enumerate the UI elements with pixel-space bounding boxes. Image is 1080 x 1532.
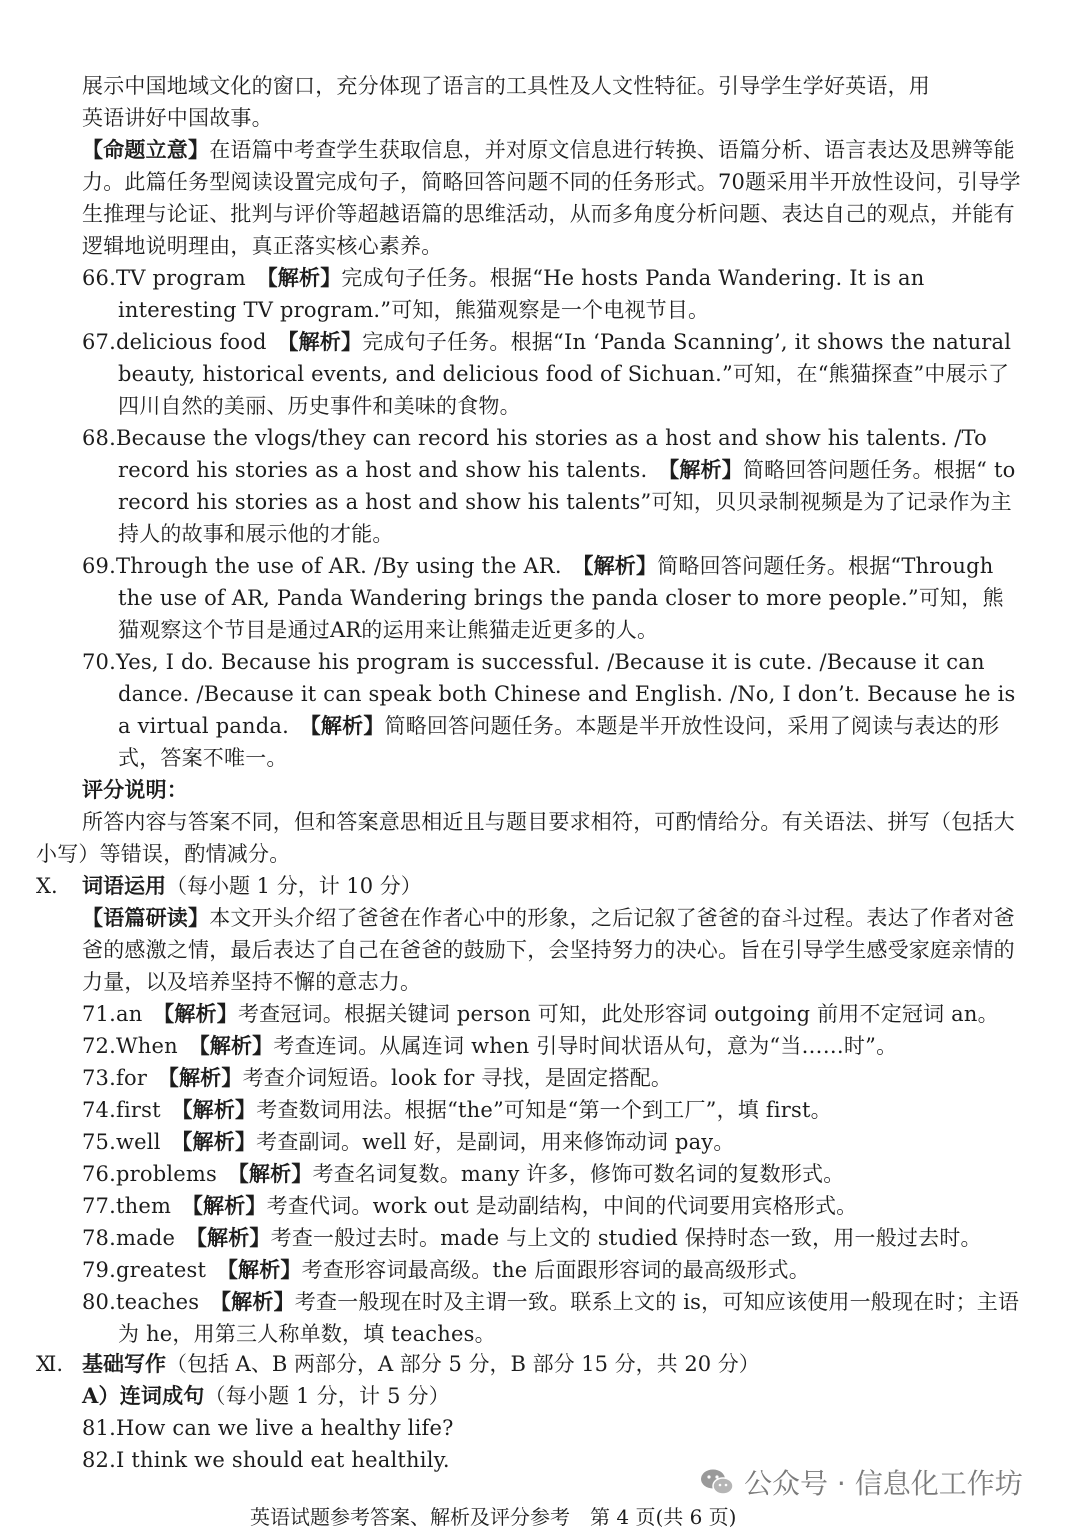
- answer-item: 73.for 【解析】考查介词短语。look for 寻找，是固定搭配。: [82, 1065, 673, 1090]
- section-11-roman: Ⅺ.: [36, 1352, 64, 1376]
- analysis-tag: 【解析】: [582, 553, 658, 578]
- answer-item: 76.problems 【解析】考查名词复数。many 许多，修饰可数名词的复数形式。: [82, 1161, 845, 1186]
- scoring-title: 评分说明：: [82, 777, 188, 802]
- answer-item: 80.teaches 【解析】考查一般现在时及主谓一致。联系上文的 is，可知应该使用一般现在时；主语为 he，用第三人称单数，填 teaches。: [82, 1289, 1020, 1346]
- item-number: 70.: [82, 650, 116, 674]
- scoring-text-block: [36, 806, 1022, 870]
- answers-71-80: [82, 998, 1022, 1350]
- item-answer: Through the use of AR. /By using the AR.: [116, 554, 562, 578]
- yanpian-tag: 【语篇研读】: [82, 905, 210, 930]
- answer-item: [82, 422, 1022, 550]
- scoring-note: [82, 774, 1022, 806]
- analysis-text: 完成句子任务。根据“In ‘Panda Scanning’, it shows the natural beauty, historical events, and delicious food of Sichuan.”可知，在“熊猫探查”中展示了四川自然的美丽、历史事件和美味的食物。: [118, 330, 1012, 418]
- analysis-tag: 【解析】: [267, 265, 342, 290]
- answer-item: [82, 326, 1022, 422]
- section-11-note: （包括 A、B 两部分，A 部分 5 分，B 部分 15 分，共 20 分）: [166, 1352, 760, 1376]
- item-answer: delicious food: [116, 330, 267, 354]
- analysis-tag: 【解析】: [310, 713, 385, 738]
- analysis-tag: 【解析】: [668, 457, 743, 482]
- analysis-text: 简略回答问题任务。本题是半开放性设问，采用了阅读与表达的形式，答案不唯一。: [118, 714, 1000, 770]
- analysis-text: 完成句子任务。根据“He hosts Panda Wandering. It is an interesting TV program.”可知，熊猫观察是一个电视节目。: [118, 266, 925, 322]
- answer-item: 71.an 【解析】考查冠词。根据关键词 person 可知，此处形容词 outgoing 前用不定冠词 an。: [82, 1001, 999, 1026]
- part-a-note: （每小题 1 分，计 5 分）: [204, 1384, 450, 1408]
- intro-line-1: 展示中国地域文化的窗口，充分体现了语言的工具性及人文性特征。引导学生学好英语，用: [82, 74, 930, 98]
- section-10-title: 词语运用: [82, 873, 166, 898]
- section-10-heading: [36, 870, 422, 902]
- answer-item: [82, 646, 1022, 774]
- answer-item: 79.greatest 【解析】考查形容词最高级。the 后面跟形容词的最高级形式。: [82, 1257, 810, 1282]
- analysis-tag: 【解析】: [287, 329, 363, 354]
- analysis-text: 简略回答问题任务。根据“Through the use of AR, Panda Wandering brings the panda closer to more people.”可知，熊猫观察这个节目是通过AR的运用来让熊猫走近更多的人。: [118, 554, 1004, 642]
- analysis-text: 简略回答问题任务。根据“ to record his stories as a host and show his talents”可知，贝贝录制视频是为了记录作为主持人的故事和展示他的才能。: [118, 458, 1016, 546]
- page-footer: 英语试题参考答案、解析及评分参考 第 4 页(共 6 页): [250, 1505, 737, 1529]
- section-10-roman: Ⅹ.: [36, 874, 58, 898]
- wechat-icon: [700, 1468, 734, 1496]
- answer-item: 78.made 【解析】考查一般过去时。made 与上文的 studied 保持时态一致，用一般过去时。: [82, 1225, 982, 1250]
- answer-item: [82, 262, 1022, 326]
- intro-line-2: 英语讲好中国故事。: [82, 106, 273, 130]
- item-answer: Because the vlogs/they can record his stories as a host and show his talents. /To record his stories as a host and show his talents.: [116, 426, 987, 482]
- item-number: 66.: [82, 266, 116, 290]
- item-number: 68.: [82, 426, 116, 450]
- watermark: [700, 1462, 1023, 1502]
- answer-item: [82, 550, 1022, 646]
- watermark-text: 公众号 · 信息化工作坊: [744, 1467, 1023, 1500]
- mingti-tag: 【命题立意】: [82, 137, 210, 162]
- mingti-paragraph: [82, 134, 1022, 262]
- section-11-heading: [36, 1348, 760, 1380]
- scoring-text: 所答内容与答案不同，但和答案意思相近且与题目要求相符，可酌情给分。有关语法、拼写（包括大小写）等错误，酌情减分。: [36, 810, 1015, 866]
- answer-item: 74.first 【解析】考查数词用法。根据“the”可知是“第一个到工厂”，填 first。: [82, 1097, 832, 1122]
- item-number: 69.: [82, 554, 116, 578]
- answer-item: 72.When 【解析】考查连词。从属连词 when 引导时间状语从句，意为“当……时”。: [82, 1033, 898, 1058]
- mingti-text: 在语篇中考查学生获取信息，并对原文信息进行转换、语篇分析、语言表达及思辨等能力。此篇任务型阅读设置完成句子，简略回答问题不同的任务形式。70题采用半开放性设问，引导学生推理与论证、批判与评价等超越语篇的思维活动，从而多角度分析问题、表达自己的观点，并能有逻辑地说明理由，真正落实核心素养。: [82, 138, 1021, 258]
- section-11-title: 基础写作: [82, 1351, 166, 1376]
- yanpian-text: 本文开头介绍了爸爸在作者心中的形象，之后记叙了爸爸的奋斗过程。表达了作者对爸爸的感激之情，最后表达了自己在爸爸的鼓励下，会坚持努力的决心。旨在引导学生感受家庭亲情的力量，以及培养坚持不懈的意志力。: [82, 906, 1015, 994]
- item-answer: Yes, I do. Because his program is successful. /Because it is cute. /Because it can dance. /Because it can speak both Chinese and English. /No, I don’t. Because he is a virtual panda.: [116, 650, 1016, 738]
- answer-item: 77.them 【解析】考查代词。work out 是动副结构，中间的代词要用宾格形式。: [82, 1193, 858, 1218]
- intro-paragraph: [82, 70, 1022, 134]
- answer-item: 75.well 【解析】考查副词。well 好，是副词，用来修饰动词 pay。: [82, 1129, 735, 1154]
- part-a-title: A）连词成句: [82, 1383, 205, 1408]
- section-10-yanpian: [82, 902, 1022, 998]
- item-answer: TV program: [116, 266, 246, 290]
- section-10-note: （每小题 1 分，计 10 分）: [166, 874, 422, 898]
- answer-item: 81.How can we live a healthy life?: [82, 1416, 454, 1440]
- item-number: 67.: [82, 330, 116, 354]
- answer-item: 82.I think we should eat healthily.: [82, 1448, 450, 1472]
- answers-66-70: [82, 262, 1022, 774]
